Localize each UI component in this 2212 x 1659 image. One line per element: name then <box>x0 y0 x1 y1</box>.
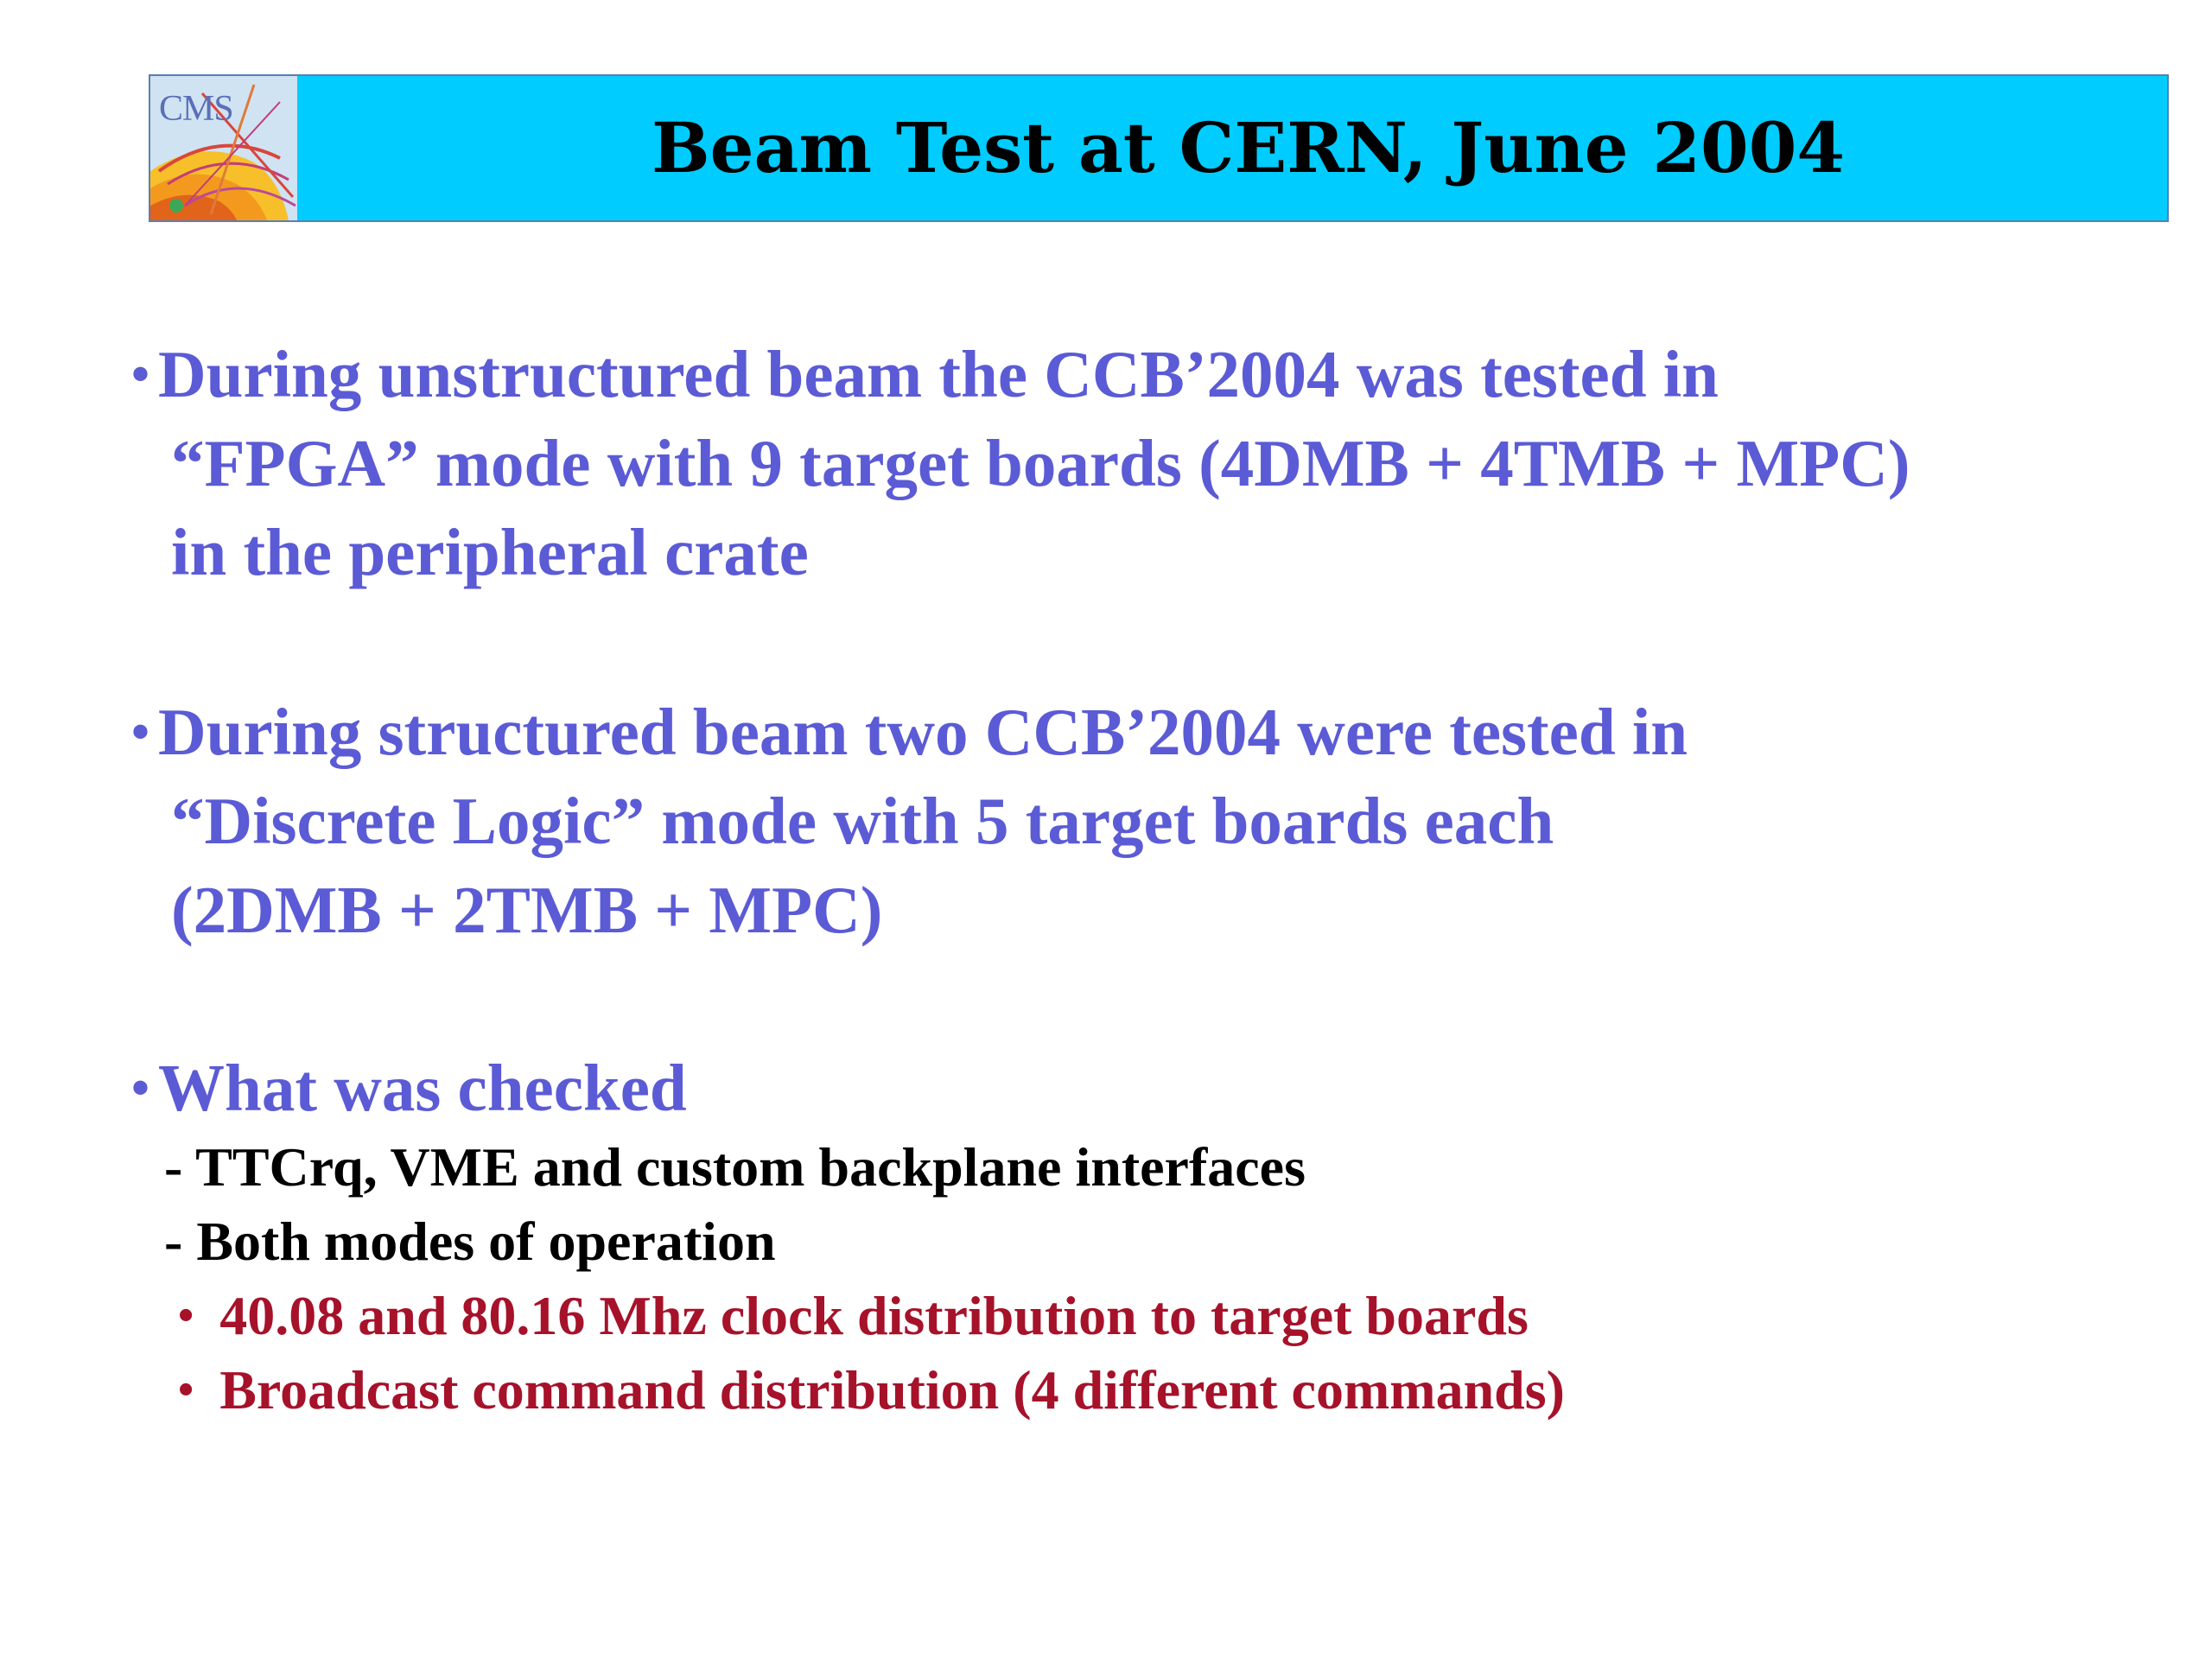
bullet-text: During unstructured beam the CCB’2004 was tested in <box>158 337 1719 411</box>
title-bar <box>149 74 2169 222</box>
mode-item-broadcast <box>178 1353 1565 1427</box>
mode-item-text: Broadcast command distribution (4 different commands) <box>219 1359 1565 1421</box>
logo-text: CMS <box>159 89 233 129</box>
bullet-line <box>131 688 1688 777</box>
mode-item-clock <box>178 1279 1529 1353</box>
bullet-line: “Discrete Logic” mode with 5 target boards each <box>171 784 1554 858</box>
bullet-dot-icon: • <box>178 1365 194 1414</box>
bullet-line <box>131 330 1910 419</box>
bullet-line <box>131 1044 687 1133</box>
bullet-line: (2DMB + 2TMB + MPC) <box>171 873 883 947</box>
bullet-dot-icon: • <box>178 1291 194 1340</box>
bullet-structured-beam <box>131 688 1688 955</box>
cms-logo <box>150 76 297 220</box>
bullet-dot-icon: • <box>131 346 150 403</box>
bullet-text: During structured beam two CCB’2004 were tested in <box>158 695 1688 769</box>
bullet-what-was-checked <box>131 1044 687 1133</box>
bullet-dot-icon: • <box>131 703 150 760</box>
bullet-line: in the peripheral crate <box>171 515 809 589</box>
bullet-text: What was checked <box>158 1051 687 1125</box>
bullet-unstructured-beam <box>131 330 1910 597</box>
bullet-line: “FPGA” mode with 9 target boards (4DMB + 4TMB + MPC) <box>171 426 1910 500</box>
checked-item-interfaces: - TTCrq, VME and custom backplane interfaces <box>164 1136 1306 1198</box>
page-title: Beam Test at CERN, June 2004 <box>652 107 1846 188</box>
bullet-dot-icon: • <box>131 1059 150 1116</box>
mode-item-text: 40.08 and 80.16 Mhz clock distribution to target boards <box>219 1285 1529 1346</box>
checked-item-modes: - Both modes of operation <box>164 1211 776 1272</box>
